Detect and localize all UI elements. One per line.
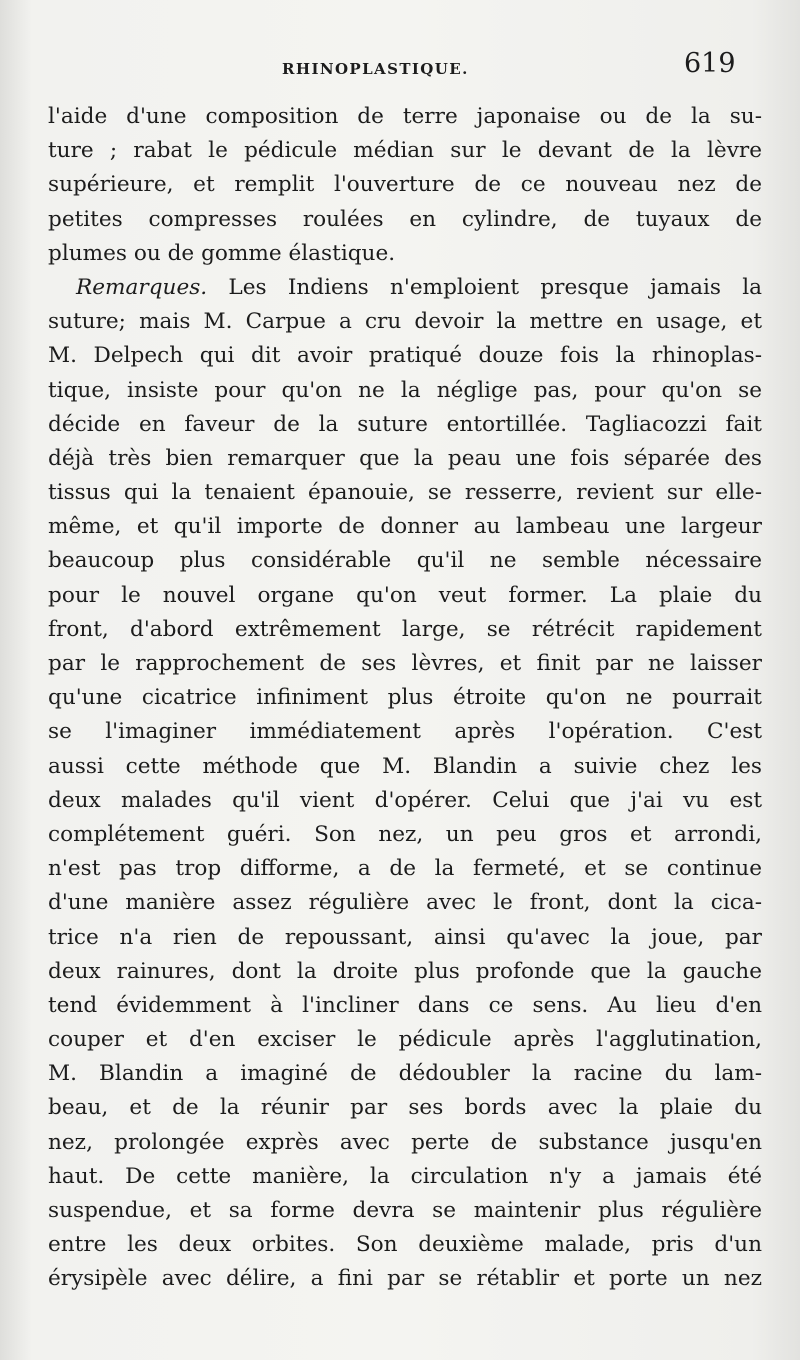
text-line: deux malades qu'il vient d'opérer. Celui que j'ai vu est: [48, 787, 762, 813]
text-line: tissus qui la tenaient épanouie, se resserre, revient sur elle-: [48, 480, 762, 506]
text-line: trice n'a rien de repoussant, ainsi qu'avec la joue, par: [48, 924, 762, 950]
text-line: petites compresses roulées en cylindre, de tuyaux de: [48, 206, 762, 232]
text-fragment: Les Indiens n'emploient presque jamais la: [207, 274, 762, 300]
text-line: pour le nouvel organe qu'on veut former. La plaie du: [48, 582, 762, 608]
text-line: érysipèle avec délire, a fini par se rétablir et porte un nez: [48, 1266, 762, 1292]
text-line: couper et d'en exciser le pédicule après l'agglutination,: [48, 1027, 762, 1053]
text-line: supérieure, et remplit l'ouverture de ce nouveau nez de: [48, 172, 762, 198]
text-line: d'une manière assez régulière avec le front, dont la cica-: [48, 890, 762, 916]
text-line: suture; mais M. Carpue a cru devoir la mettre en usage, et: [48, 309, 762, 335]
text-line: beaucoup plus considérable qu'il ne semble nécessaire: [48, 548, 762, 574]
text-line: par le rapprochement de ses lèvres, et finit par ne laisser: [48, 651, 762, 676]
running-head: RHINOPLASTIQUE.: [282, 60, 469, 78]
text-line: décide en faveur de la suture entortillée. Tagliacozzi fait: [48, 411, 762, 437]
text-line: suspendue, et sa forme devra se maintenir plus régulière: [48, 1198, 762, 1223]
text-line: M. Delpech qui dit avoir pratiqué douze fois la rhinoplas-: [48, 343, 762, 369]
page-header: [0, 48, 800, 88]
text-line: nez, prolongée exprès avec perte de substance jusqu'en: [48, 1129, 762, 1155]
text-line: aussi cette méthode que M. Blandin a suivie chez les: [48, 753, 762, 779]
text-line: haut. De cette manière, la circulation n'y a jamais été: [48, 1163, 762, 1189]
text-line: n'est pas trop difforme, a de la fermeté, et se continue: [48, 856, 762, 882]
text-line: qu'une cicatrice infiniment plus étroite qu'on ne pourrait: [48, 685, 762, 711]
paragraph-first-line: [48, 271, 762, 305]
text-line: ture ; rabat le pédicule médian sur le devant de la lèvre: [48, 138, 762, 164]
text-line: se l'imaginer immédiatement après l'opération. C'est: [48, 719, 762, 745]
text-line: tique, insiste pour qu'on ne la néglige pas, pour qu'on se: [48, 377, 762, 403]
text-line: complétement guéri. Son nez, un peu gros et arrondi,: [48, 821, 762, 847]
text-line: même, et qu'il importe de donner au lambeau une largeur: [48, 514, 762, 540]
text-line: déjà très bien remarquer que la peau une fois séparée des: [48, 445, 762, 471]
text-line: l'aide d'une composition de terre japonaise ou de la su-: [48, 104, 762, 129]
text-line: front, d'abord extrêmement large, se rétrécit rapidement: [48, 616, 762, 642]
body-text: [48, 100, 762, 1297]
text-line: plumes ou de gomme élastique.: [48, 240, 396, 266]
text-line: entre les deux orbites. Son deuxième malade, pris d'un: [48, 1232, 762, 1258]
page-number: 619: [684, 48, 736, 79]
text-line: beau, et de la réunir par ses bords avec la plaie du: [48, 1095, 762, 1121]
remarques-heading: Remarques.: [76, 274, 208, 300]
text-line: deux rainures, dont la droite plus profonde que la gauche: [48, 958, 762, 984]
text-line: tend évidemment à l'incliner dans ce sens. Au lieu d'en: [48, 992, 762, 1018]
text-line: M. Blandin a imaginé de dédoubler la racine du lam-: [48, 1061, 762, 1087]
